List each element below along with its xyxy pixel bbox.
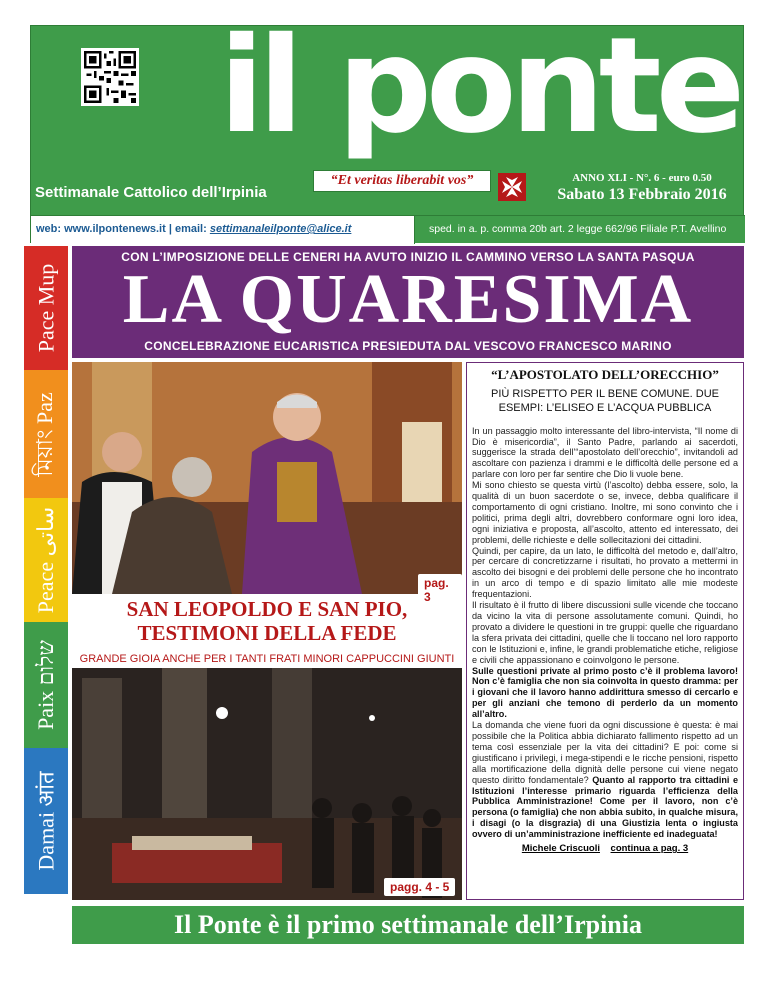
second-story-photo: [72, 668, 462, 900]
article-author: Michele Criscuoli: [521, 843, 600, 855]
peace-band-label: Pace Mup: [33, 263, 58, 353]
issue-number: ANNO XLI - N°. 6 - euro 0.50: [572, 172, 712, 184]
email-link[interactable]: settimanaleilponte@alice.it: [209, 223, 352, 235]
article-body: [472, 426, 738, 840]
page-ref-lead[interactable]: pag. 3: [418, 574, 462, 606]
lead-kicker: CON L’IMPOSIZIONE DELLE CENERI HA AVUTO INIZIO IL CAMMINO VERSO LA SANTA PASQUA: [121, 250, 695, 264]
contact-bar: [31, 215, 745, 243]
article-subtitle: PIÙ RISPETTO PER IL BENE COMUNE. DUE ESEMPI: L’ELISEO E L’ACQUA PUBBLICA: [491, 388, 719, 415]
article-paragraph: La domanda che viene fuori da ogni discussione è questa: è mai possibile che la Politica abbia dichiarato fallimento rispetto ad un tema così essenziale per la vita dei cittadini? E poi: come si giustificano i privilegi, i mega-stipendi e le ricche pensioni, rispetto alla mortificazione della dignità delle persone cui viene negato questo diritto fondamentale? Quanto al rapporto tra cittadini e Istituzioni l’interesse primario riguarda l’efficienza della Pubblica Amministrazione! Come per il lavoro, non c’è persona (o famiglia) che non abbia subito, in qualche misura, i disagi (o la disgrazia) di una Giustizia lenta o ingiusta ovvero di un’amministrazione inefficiente ed inadeguata!: [472, 720, 739, 840]
peace-band-label: মিয়াং Paz: [31, 391, 57, 477]
email-label: | email:: [168, 223, 207, 235]
peace-band-yellow: [24, 498, 68, 622]
article-signature: [472, 843, 738, 854]
peace-bands: [24, 246, 68, 974]
lead-story-header: [72, 246, 744, 358]
peace-band-red: [24, 246, 68, 370]
peace-band-orange: [24, 370, 68, 498]
article-paragraph: In un passaggio molto interessante del libro-intervista, “Il nome di Dio è misericordia”, il Santo Padre, parlando ai sacerdoti, suggerisce la strada dell’“apostolato dell’orecchio”, invitandoli ad ascoltare con pazienza i drammi e le difficoltà delle persone ed a parlare con loro per far sentire che Dio li vuole bene.: [472, 425, 738, 480]
footer-banner: Il Ponte è il primo settimanale dell’Irpinia: [72, 906, 744, 944]
lead-subkicker: CONCELEBRAZIONE EUCARISTICA PRESIEDUTA DAL VESCOVO FRANCESCO MARINO: [144, 339, 672, 353]
second-story-subtitle: GRANDE GIOIA ANCHE PER I TANTI FRATI MINORI CAPPUCCINI GIUNTI: [79, 653, 455, 665]
second-story-title: SAN LEOPOLDO E SAN PIO, TESTIMONI DELLA FEDE: [126, 597, 408, 645]
motto: “Et veritas liberabit vos”: [313, 170, 491, 192]
web-link[interactable]: www.ilpontenews.it: [64, 223, 166, 235]
article-paragraph: Il risultato è il frutto di libere discussioni sulle vicende che toccano da vicino la vita di persone assolutamente comuni. Quindi, ho provato a dividere le questioni in tre gruppi: quelle che riguardano la sfera privata dei cittadini, quelle che li toccano nel loro rapporto con le Istituzioni e, infine, le grandi problematiche etiche, religiose e civili che appassionano e coinvolgono le persone.: [472, 600, 738, 665]
second-photo-illustration: [72, 668, 462, 900]
lead-photo-illustration: [72, 362, 462, 594]
newspaper-logo-title: il ponte: [219, 9, 740, 163]
lead-photo-ash-wednesday: [72, 362, 462, 604]
peace-band-blue: [24, 748, 68, 894]
issue-date: Sabato 13 Febbraio 2016: [557, 186, 727, 203]
page-ref-second[interactable]: pagg. 4 - 5: [384, 878, 455, 896]
peace-band-green: [24, 622, 68, 748]
postal-info: sped. in a. p. comma 20b art. 2 legge 662/96 Filiale P.T. Avellino: [429, 223, 727, 235]
article-continue-link[interactable]: continua a pag. 3: [610, 843, 689, 855]
lead-headline: LA QUARESIMA: [122, 261, 694, 338]
peace-band-label: Paix שלום: [33, 640, 59, 730]
issue-info: [547, 172, 737, 204]
peace-band-label: Damai आंत: [34, 771, 60, 871]
peace-band-label: Peace ساتی: [33, 506, 58, 614]
web-contact-box: [31, 216, 415, 244]
web-label: web:: [36, 223, 62, 235]
article-title: “L’APOSTOLATO DELL’ORECCHIO”: [491, 367, 719, 382]
qr-code[interactable]: [81, 48, 139, 106]
article-paragraph-bold: Sulle questioni private al primo posto c’è il problema lavoro! Non c’è famiglia che non sia coinvolta in questo dramma: per i giovani che il lavoro hanno addirittura smesso di cercarlo e per gli anziani che temono di perderlo da un momento all’altro.: [472, 665, 738, 720]
tagline: Settimanale Cattolico dell’Irpinia: [35, 184, 267, 201]
maltese-cross-icon: [498, 173, 526, 201]
article-paragraph: Quindi, per capire, da un lato, le difficoltà del metodo e, dall’altro, per cercare di concretizzarne i risultati, ho provato a mettermi in ascolto dei bisogni e dei problemi delle persone che ho incontrato in un arco di tempo e di spazio limitato alle mie modeste frequentazioni.: [472, 545, 738, 600]
opinion-article: [466, 362, 744, 900]
article-paragraph: Mi sono chiesto se questa virtù (l’ascolto) debba essere, solo, la qualità di un buon sacerdote o se, invece, debba qualificare il comportamento di ogni cristiano. Inoltre, mi sono convinto che i politici, prima degli altri, dovrebbero conformare ogni loro idea, ogni iniziativa e proposta, all’ascolto, attento ed interessato, dei problemi, delle richieste e delle sollecitazioni dei cittadini.: [472, 480, 738, 545]
masthead: [30, 9, 744, 243]
